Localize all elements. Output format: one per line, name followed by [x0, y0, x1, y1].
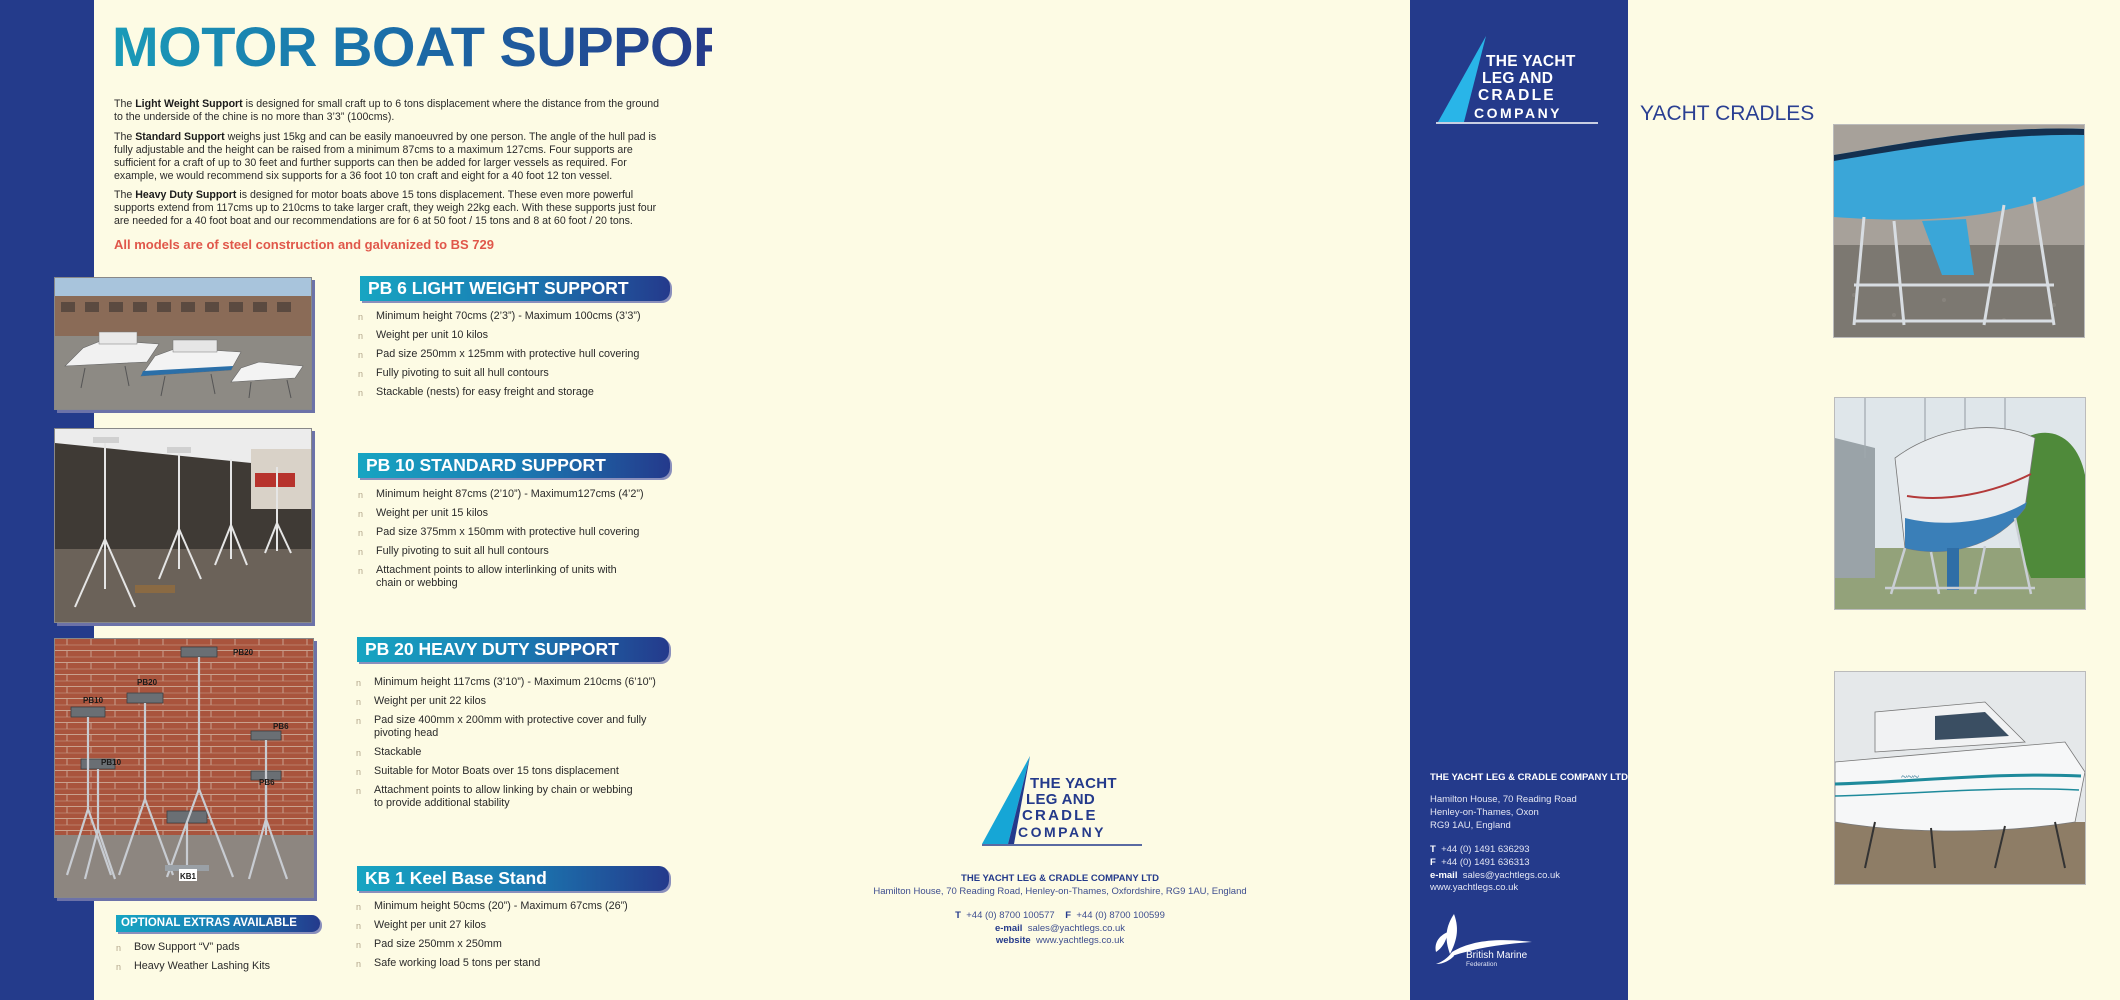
square-bullet-icon: n	[116, 943, 122, 953]
square-bullet-icon: n	[358, 566, 364, 576]
photo-label: KB1	[180, 872, 197, 881]
blue-side-panel	[1410, 0, 1628, 1000]
list-item: n Weight per unit 27 kilos	[356, 919, 487, 931]
product-features-pb6	[358, 310, 688, 405]
photo-label: PB10	[101, 758, 122, 767]
square-bullet-icon: n	[356, 902, 362, 912]
product-banner-pb10: PB 10 STANDARD SUPPORT	[358, 453, 670, 478]
square-bullet-icon: n	[358, 547, 364, 557]
product-features-pb20	[356, 676, 686, 816]
photo-yacht-cradle-2	[1834, 397, 2086, 610]
square-bullet-icon: n	[358, 369, 364, 379]
list-item: n Pad size 250mm x 250mm	[356, 938, 502, 950]
company-logo-panel: THE YACHT LEG AND CRADLE COMPANY	[1434, 34, 1604, 126]
square-bullet-icon: n	[356, 959, 362, 969]
square-bullet-icon: n	[356, 716, 362, 726]
product-features-kb1	[356, 900, 686, 976]
center-address: Hamilton House, 70 Reading Road, Henley-on-Thames, Oxfordshire, RG9 1AU, England	[873, 885, 1247, 897]
square-bullet-icon: n	[356, 921, 362, 931]
list-item: n Suitable for Motor Boats over 15 tons displacement	[356, 765, 619, 777]
square-bullet-icon: n	[356, 748, 362, 758]
steel-construction-note: All models are of steel construction and galvanized to BS 729	[114, 237, 494, 252]
square-bullet-icon: n	[356, 697, 362, 707]
square-bullet-icon: n	[356, 786, 362, 796]
product-banner-kb1: KB 1 Keel Base Stand	[357, 866, 669, 891]
list-item: n Fully pivoting to suit all hull contours	[358, 545, 549, 557]
photo-label: PB20	[233, 648, 254, 657]
photo-motor-boats-on-supports	[54, 277, 312, 410]
center-email-line: e-mail sales@yachtlegs.co.uk	[994, 922, 1126, 934]
list-item: n Pad size 375mm x 150mm with protective hull covering	[358, 526, 640, 538]
intro-paragraph-heavy: The Heavy Duty Support is designed for motor boats above 15 tons displacement. These even more powerful supports extend from 117cms up to 210cms to take larger craft, they weigh 22kg each. With these supports just four are needed for a 40 foot boat and our recommendations are for 6 at 50 foot / 15 tons and 8 at 60 foot / 20 tons.	[114, 189, 657, 227]
list-item: n Attachment points to allow interlinking of units with chain or webbing	[358, 564, 617, 589]
square-bullet-icon: n	[358, 331, 364, 341]
company-logo-center: THE YACHT LEG AND CRADLE COMPANY	[974, 752, 1144, 848]
center-website-line: website www.yachtlegs.co.uk	[995, 935, 1125, 946]
list-item: n Bow Support “V” pads	[116, 941, 240, 953]
list-item: n Safe working load 5 tons per stand	[356, 957, 541, 969]
list-item: n Minimum height 70cms (2’3”) - Maximum 100cms (3’3”)	[358, 310, 641, 322]
intro-paragraph-light: The Light Weight Support is designed for small craft up to 6 tons displacement where the distance from the ground to the underside of the chine is no more than 3’3” (100cms).	[114, 98, 660, 123]
product-features-pb10	[358, 488, 688, 596]
square-bullet-icon: n	[116, 962, 122, 972]
list-item: n Stackable	[356, 746, 422, 758]
square-bullet-icon: n	[358, 350, 364, 360]
email-link[interactable]: sales@yachtlegs.co.uk	[1462, 869, 1561, 881]
website-link[interactable]: www.yachtlegs.co.uk	[1035, 935, 1125, 946]
square-bullet-icon: n	[358, 312, 364, 322]
list-item: n Minimum height 87cms (2’10”) - Maximum127cms (4’2”)	[358, 488, 644, 500]
list-item: n Weight per unit 10 kilos	[358, 329, 489, 341]
square-bullet-icon: n	[358, 509, 364, 519]
square-bullet-icon: n	[358, 388, 364, 398]
intro-paragraph-standard: The Standard Support weighs just 15kg and can be easily manoeuvred by one person. The angle of the hull pad is fully adjustable and the height can be raised from a minimum 87cms to a maximum 127cms. Four supports are sufficient for a craft of up to 30 feet and further supports can then be added for larger vessels as required. For example, we would recommend six supports for a 36 foot 10 ton craft and eight for a 40 foot 12 ton vessel.	[114, 131, 657, 182]
optional-extras-banner: OPTIONAL EXTRAS AVAILABLE	[116, 915, 320, 932]
photo-label: PB6	[259, 778, 275, 787]
list-item: n Minimum height 117cms (3’10”) - Maximum 210cms (6’10”)	[356, 676, 656, 688]
panel-address: Hamilton House, 70 Reading Road Henley-on-Thames, Oxon RG9 1AU, England	[1430, 794, 1577, 831]
square-bullet-icon: n	[356, 678, 362, 688]
square-bullet-icon: n	[358, 528, 364, 538]
optional-extras-list	[116, 941, 336, 979]
list-item: n Weight per unit 22 kilos	[356, 695, 487, 707]
list-item: n Attachment points to allow linking by chain or webbing to provide additional stability	[356, 784, 633, 809]
list-item: n Weight per unit 15 kilos	[358, 507, 489, 519]
british-marine-logo: British Marine Federation	[1432, 912, 1542, 968]
center-company-name: THE YACHT LEG & CRADLE COMPANY LTD	[961, 873, 1159, 884]
photo-label: PB20	[137, 678, 158, 687]
email-link[interactable]: sales@yachtlegs.co.uk	[1027, 922, 1126, 934]
list-item: n Heavy Weather Lashing Kits	[116, 960, 271, 972]
svg-text:~~~: ~~~	[1901, 771, 1919, 783]
list-item: n Minimum height 50cms (20”) - Maximum 67cms (26”)	[356, 900, 628, 912]
list-item: n Pad size 400mm x 200mm with protective cover and fully pivoting head	[356, 714, 647, 739]
website-link[interactable]: www.yachtlegs.co.uk	[1430, 882, 1519, 894]
photo-label: PB10	[83, 696, 104, 705]
photo-product-range	[54, 638, 314, 898]
photo-standard-supports	[54, 428, 312, 623]
list-item: n Stackable (nests) for easy freight and storage	[358, 386, 594, 398]
product-banner-pb6: PB 6 LIGHT WEIGHT SUPPORT	[360, 276, 670, 301]
photo-label: PB6	[273, 722, 289, 731]
square-bullet-icon: n	[356, 940, 362, 950]
product-banner-pb20: PB 20 HEAVY DUTY SUPPORT	[357, 637, 669, 662]
list-item: n Fully pivoting to suit all hull contours	[358, 367, 549, 379]
page-title: MOTOR BOAT SUPPORTS	[112, 15, 804, 78]
center-phone-line: T +44 (0) 8700 100577 F +44 (0) 8700 100599	[955, 910, 1165, 921]
photo-yacht-cradle-1	[1833, 124, 2085, 338]
list-item: n Pad size 250mm x 125mm with protective hull covering	[358, 348, 640, 360]
panel-contact: T +44 (0) 1491 636293 F +44 (0) 1491 636313 e-mail sales@yachtlegs.co.uk www.yachtlegs.co.uk	[1430, 844, 1561, 894]
square-bullet-icon: n	[356, 767, 362, 777]
panel-company-name: THE YACHT LEG & CRADLE COMPANY LTD	[1430, 772, 1628, 783]
photo-motor-cruiser	[1834, 671, 2086, 885]
yacht-cradles-title: YACHT CRADLES	[1640, 102, 1815, 125]
square-bullet-icon: n	[358, 490, 364, 500]
